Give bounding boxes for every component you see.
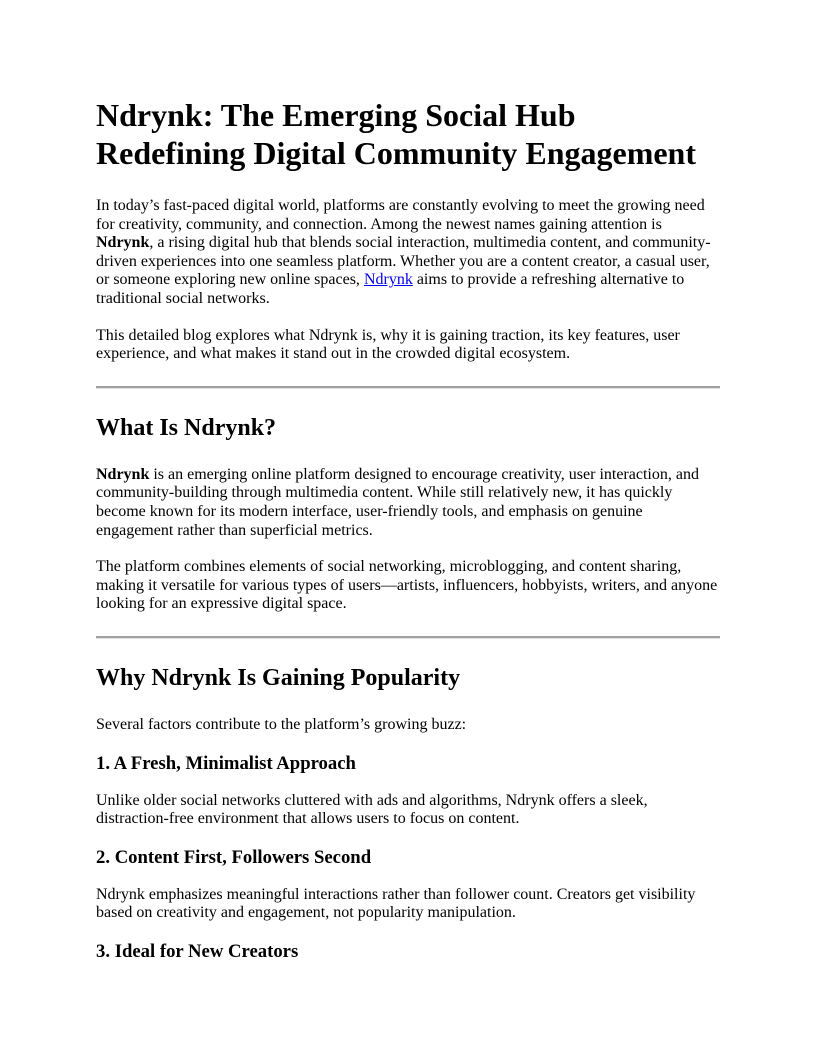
what-is-paragraph-2: The platform combines elements of social networking, microblogging, and content sharing, making it versatile for various types of users—artists, influencers, hobbyists, writers, and anyone looking for an expressive digital space. bbox=[96, 558, 718, 613]
intro-brand-bold: Ndrynk bbox=[96, 234, 150, 252]
intro-text-b: , a rising digital hub that blends social interaction, multimedia content, and community-driven experiences into one seamless platform. Whether you are a content creator, a casual user, or someone exploring new online spaces, bbox=[96, 234, 711, 289]
what-is-brand-bold: Ndrynk bbox=[96, 465, 150, 483]
intro-text-c: aims to provide a refreshing alternative to traditional social networks. bbox=[96, 271, 685, 307]
what-is-text: is an emerging online platform designed to encourage creativity, user interaction, and community-building through multimedia content. While still relatively new, it has quickly become known for its modern interface, user-friendly tools, and emphasis on genuine engagement rather than superficial metrics. bbox=[96, 465, 699, 539]
point-text-1: Unlike older social networks cluttered with ads and algorithms, Ndrynk offers a sleek, distraction-free environment that allows users to focus on content. bbox=[96, 791, 648, 828]
intro-text-a: In today’s fast-paced digital world, platforms are constantly evolving to meet the growing need for creativity, community, and connection. Among the newest names gaining attention is bbox=[96, 197, 705, 233]
point-heading-3: 3. Ideal for New Creators bbox=[96, 940, 299, 962]
section-heading-what-is: What Is Ndrynk? bbox=[96, 414, 277, 441]
why-popular-intro: Several factors contribute to the platform’s growing buzz: bbox=[96, 715, 467, 733]
point-text-2: Ndrynk emphasizes meaningful interactions rather than follower count. Creators get visibility based on creativity and engagement, not popularity manipulation. bbox=[96, 885, 696, 922]
section-divider bbox=[96, 386, 720, 389]
page-title: Ndrynk: The Emerging Social Hub Redefining Digital Community Engagement bbox=[96, 97, 696, 171]
section-heading-why-popular: Why Ndrynk Is Gaining Popularity bbox=[96, 664, 461, 691]
intro-paragraph-2: This detailed blog explores what Ndrynk is, why it is gaining traction, its key features, user experience, and what makes it stand out in the crowded digital ecosystem. bbox=[96, 326, 680, 363]
ndrynk-link[interactable]: Ndrynk bbox=[363, 271, 413, 289]
point-heading-1: 1. A Fresh, Minimalist Approach bbox=[96, 752, 356, 774]
what-is-paragraph bbox=[96, 466, 720, 540]
section-divider bbox=[96, 636, 720, 639]
intro-paragraph bbox=[96, 197, 720, 309]
point-heading-2: 2. Content First, Followers Second bbox=[96, 846, 372, 868]
document-page bbox=[96, 96, 720, 980]
